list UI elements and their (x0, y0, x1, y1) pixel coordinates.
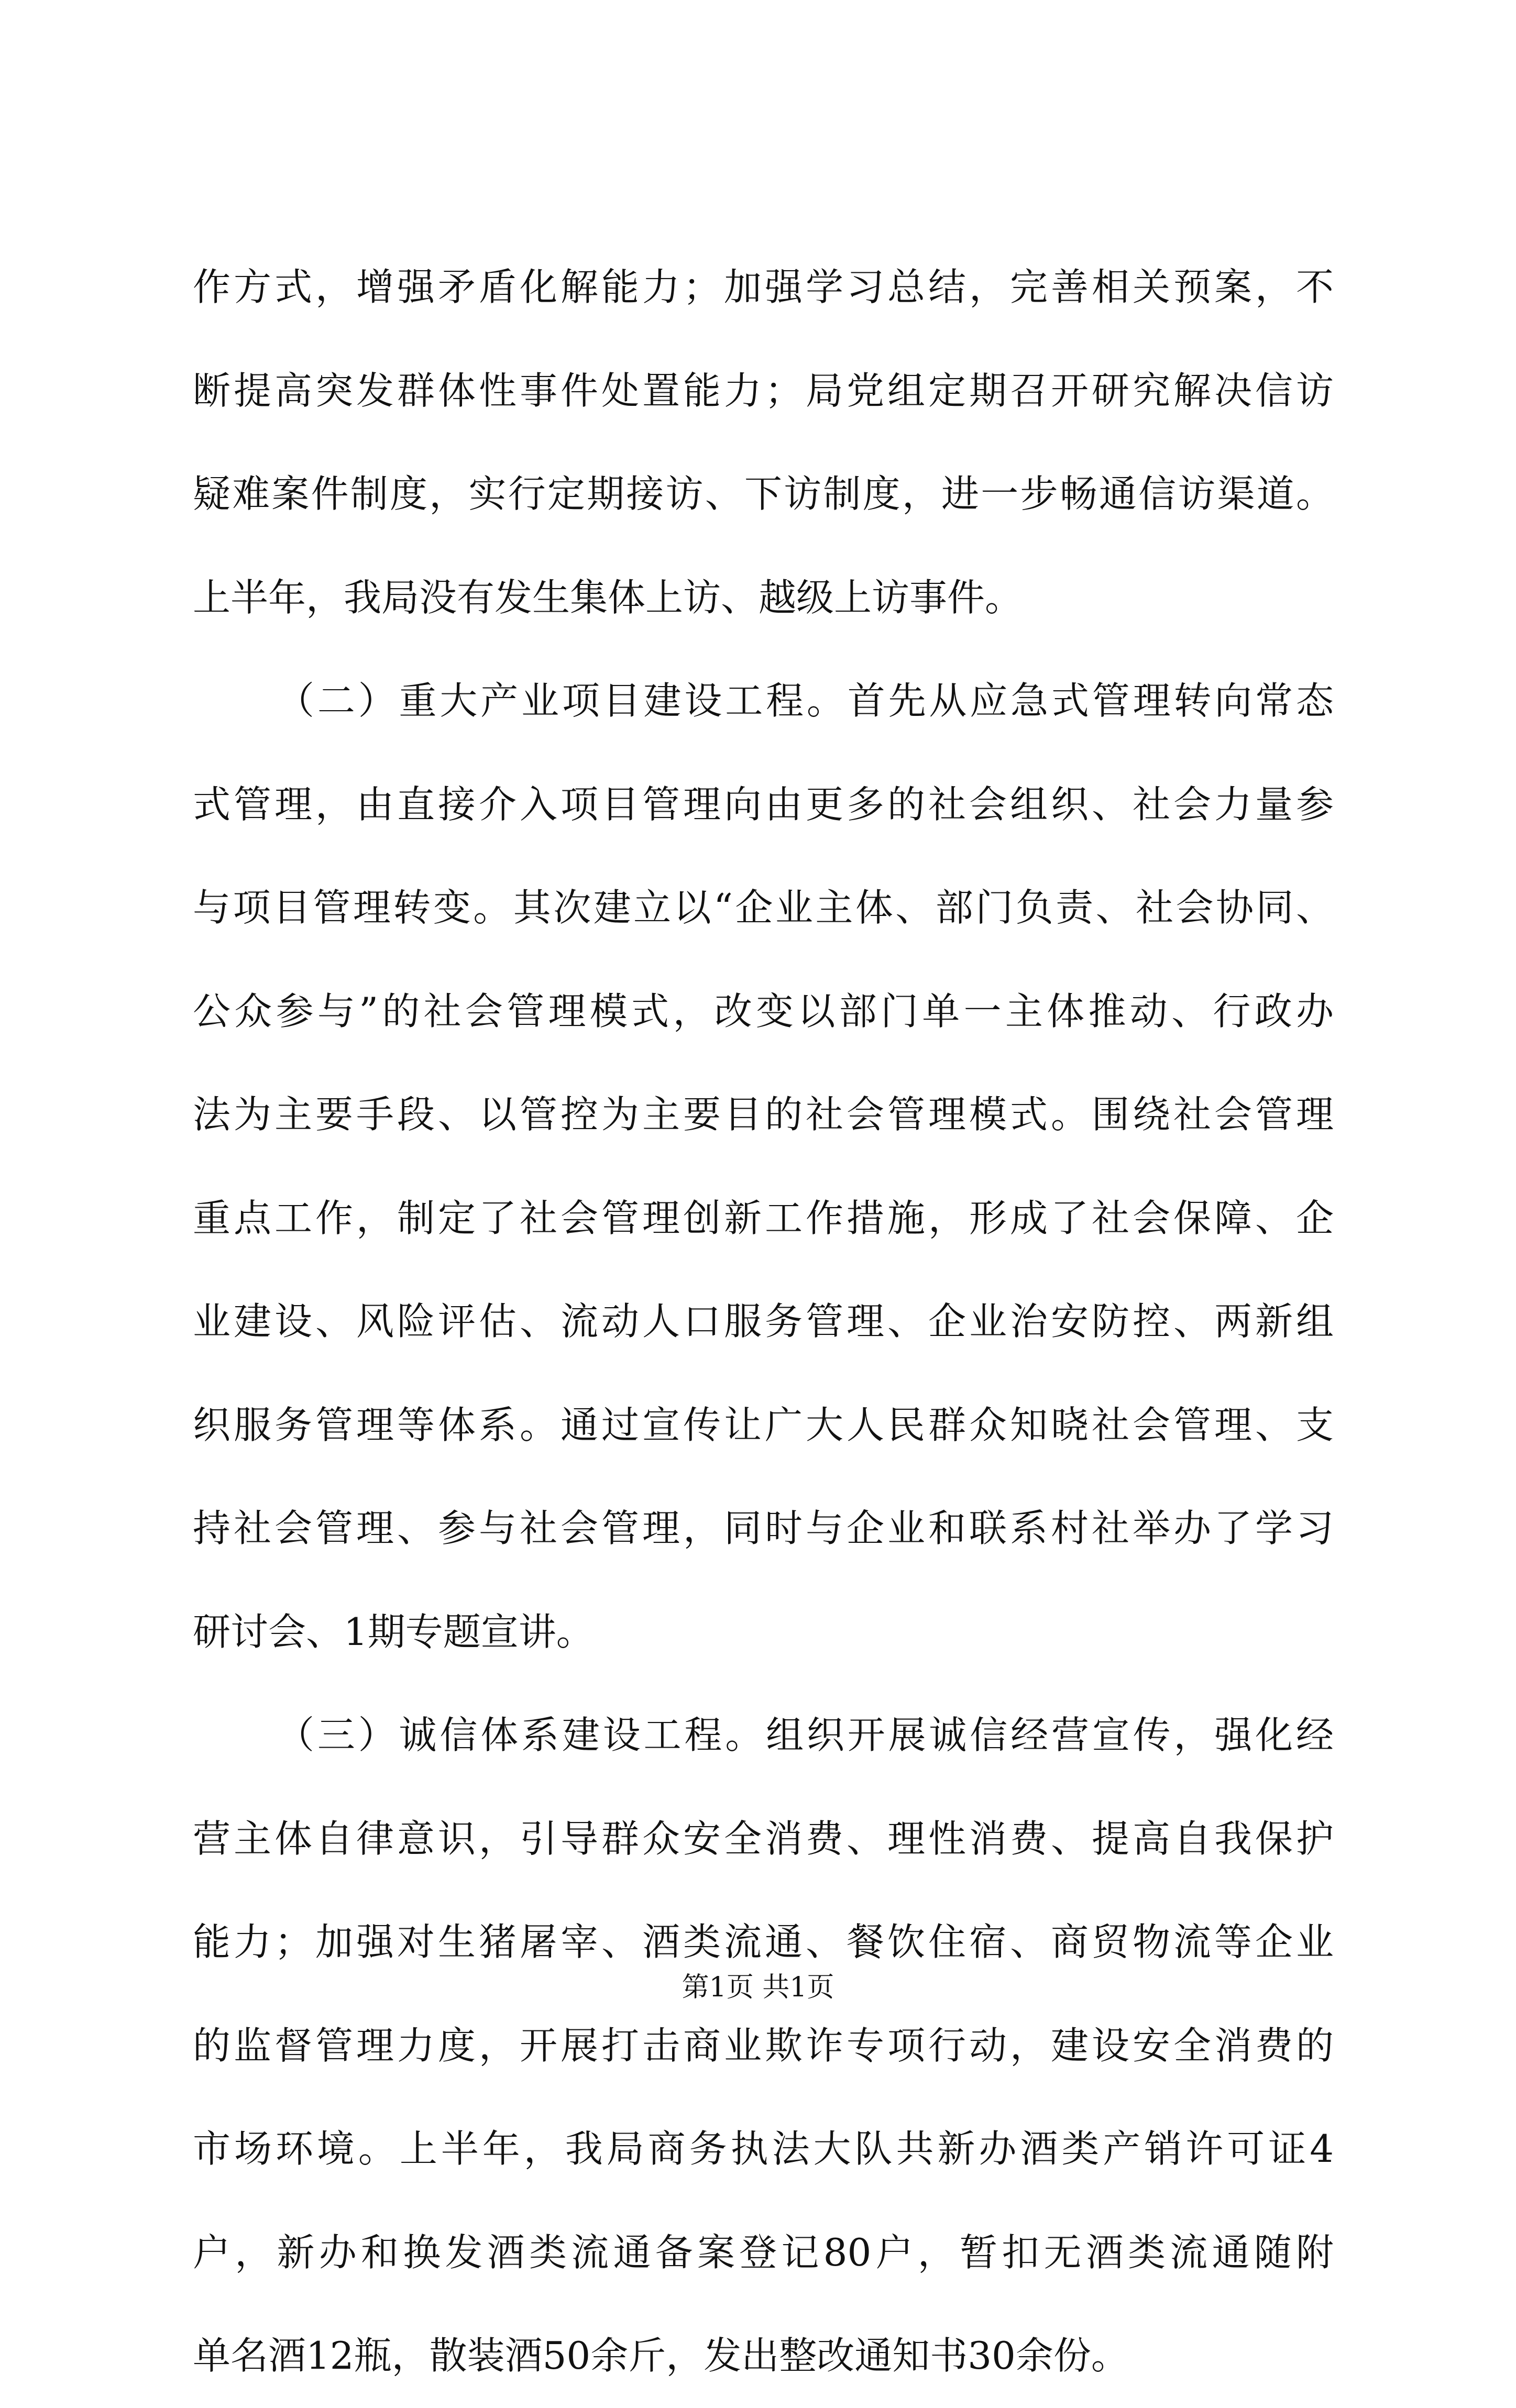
section-heading-line: （三）诚信体系建设工程。组织开展诚信经营宣传，强化经 (277, 1713, 1334, 1757)
text-line: 织服务管理等体系。通过宣传让广大人民群众知晓社会管理、支 (193, 1402, 1334, 1447)
text-line: 户，新办和换发酒类流通备案登记80户，暂扣无酒类流通随附 (193, 2230, 1334, 2274)
text-line: 的监督管理力度，开展打击商业欺诈专项行动，建设安全消费的 (193, 2023, 1334, 2068)
text-line: 公众参与”的社会管理模式，改变以部门单一主体推动、行政办 (193, 989, 1334, 1033)
section-heading-line: （二）重大产业项目建设工程。首先从应急式管理转向常态 (277, 679, 1334, 723)
text-line: 营主体自律意识，引导群众安全消费、理性消费、提高自我保护 (193, 1816, 1334, 1861)
text-line: 重点工作，制定了社会管理创新工作措施，形成了社会保障、企 (193, 1196, 1334, 1240)
text-line: 式管理，由直接介入项目管理向由更多的社会组织、社会力量参 (193, 782, 1334, 826)
text-line: 与项目管理转变。其次建立以“企业主体、部门负责、社会协同、 (193, 886, 1334, 930)
text-line: 业建设、风险评估、流动人口服务管理、企业治安防控、两新组 (193, 1299, 1334, 1343)
page-number-footer: 第1页 共1页 (682, 1972, 834, 2003)
text-line: 研讨会、1期专题宣讲。 (193, 1609, 594, 1654)
text-line: 疑难案件制度，实行定期接访、下访制度，进一步畅通信访渠道。 (193, 472, 1334, 516)
document-body (193, 236, 1334, 2408)
text-line: 作方式，增强矛盾化解能力；加强学习总结，完善相关预案，不 (193, 265, 1334, 309)
text-line: 市场环境。上半年，我局商务执法大队共新办酒类产销许可证4 (193, 2127, 1334, 2171)
text-line: 上半年，我局没有发生集体上访、越级上访事件。 (193, 575, 1023, 620)
text-line: 持社会管理、参与社会管理，同时与企业和联系村社举办了学习 (193, 1506, 1334, 1550)
text-line: 断提高突发群体性事件处置能力；局党组定期召开研究解决信访 (193, 368, 1334, 413)
text-line: 能力；加强对生猪屠宰、酒类流通、餐饮住宿、商贸物流等企业 (193, 1920, 1334, 1964)
text-line: 法为主要手段、以管控为主要目的社会管理模式。围绕社会管理 (193, 1092, 1334, 1136)
text-line: 单名酒12瓶，散装酒50余斤，发出整改通知书30余份。 (193, 2334, 1129, 2378)
